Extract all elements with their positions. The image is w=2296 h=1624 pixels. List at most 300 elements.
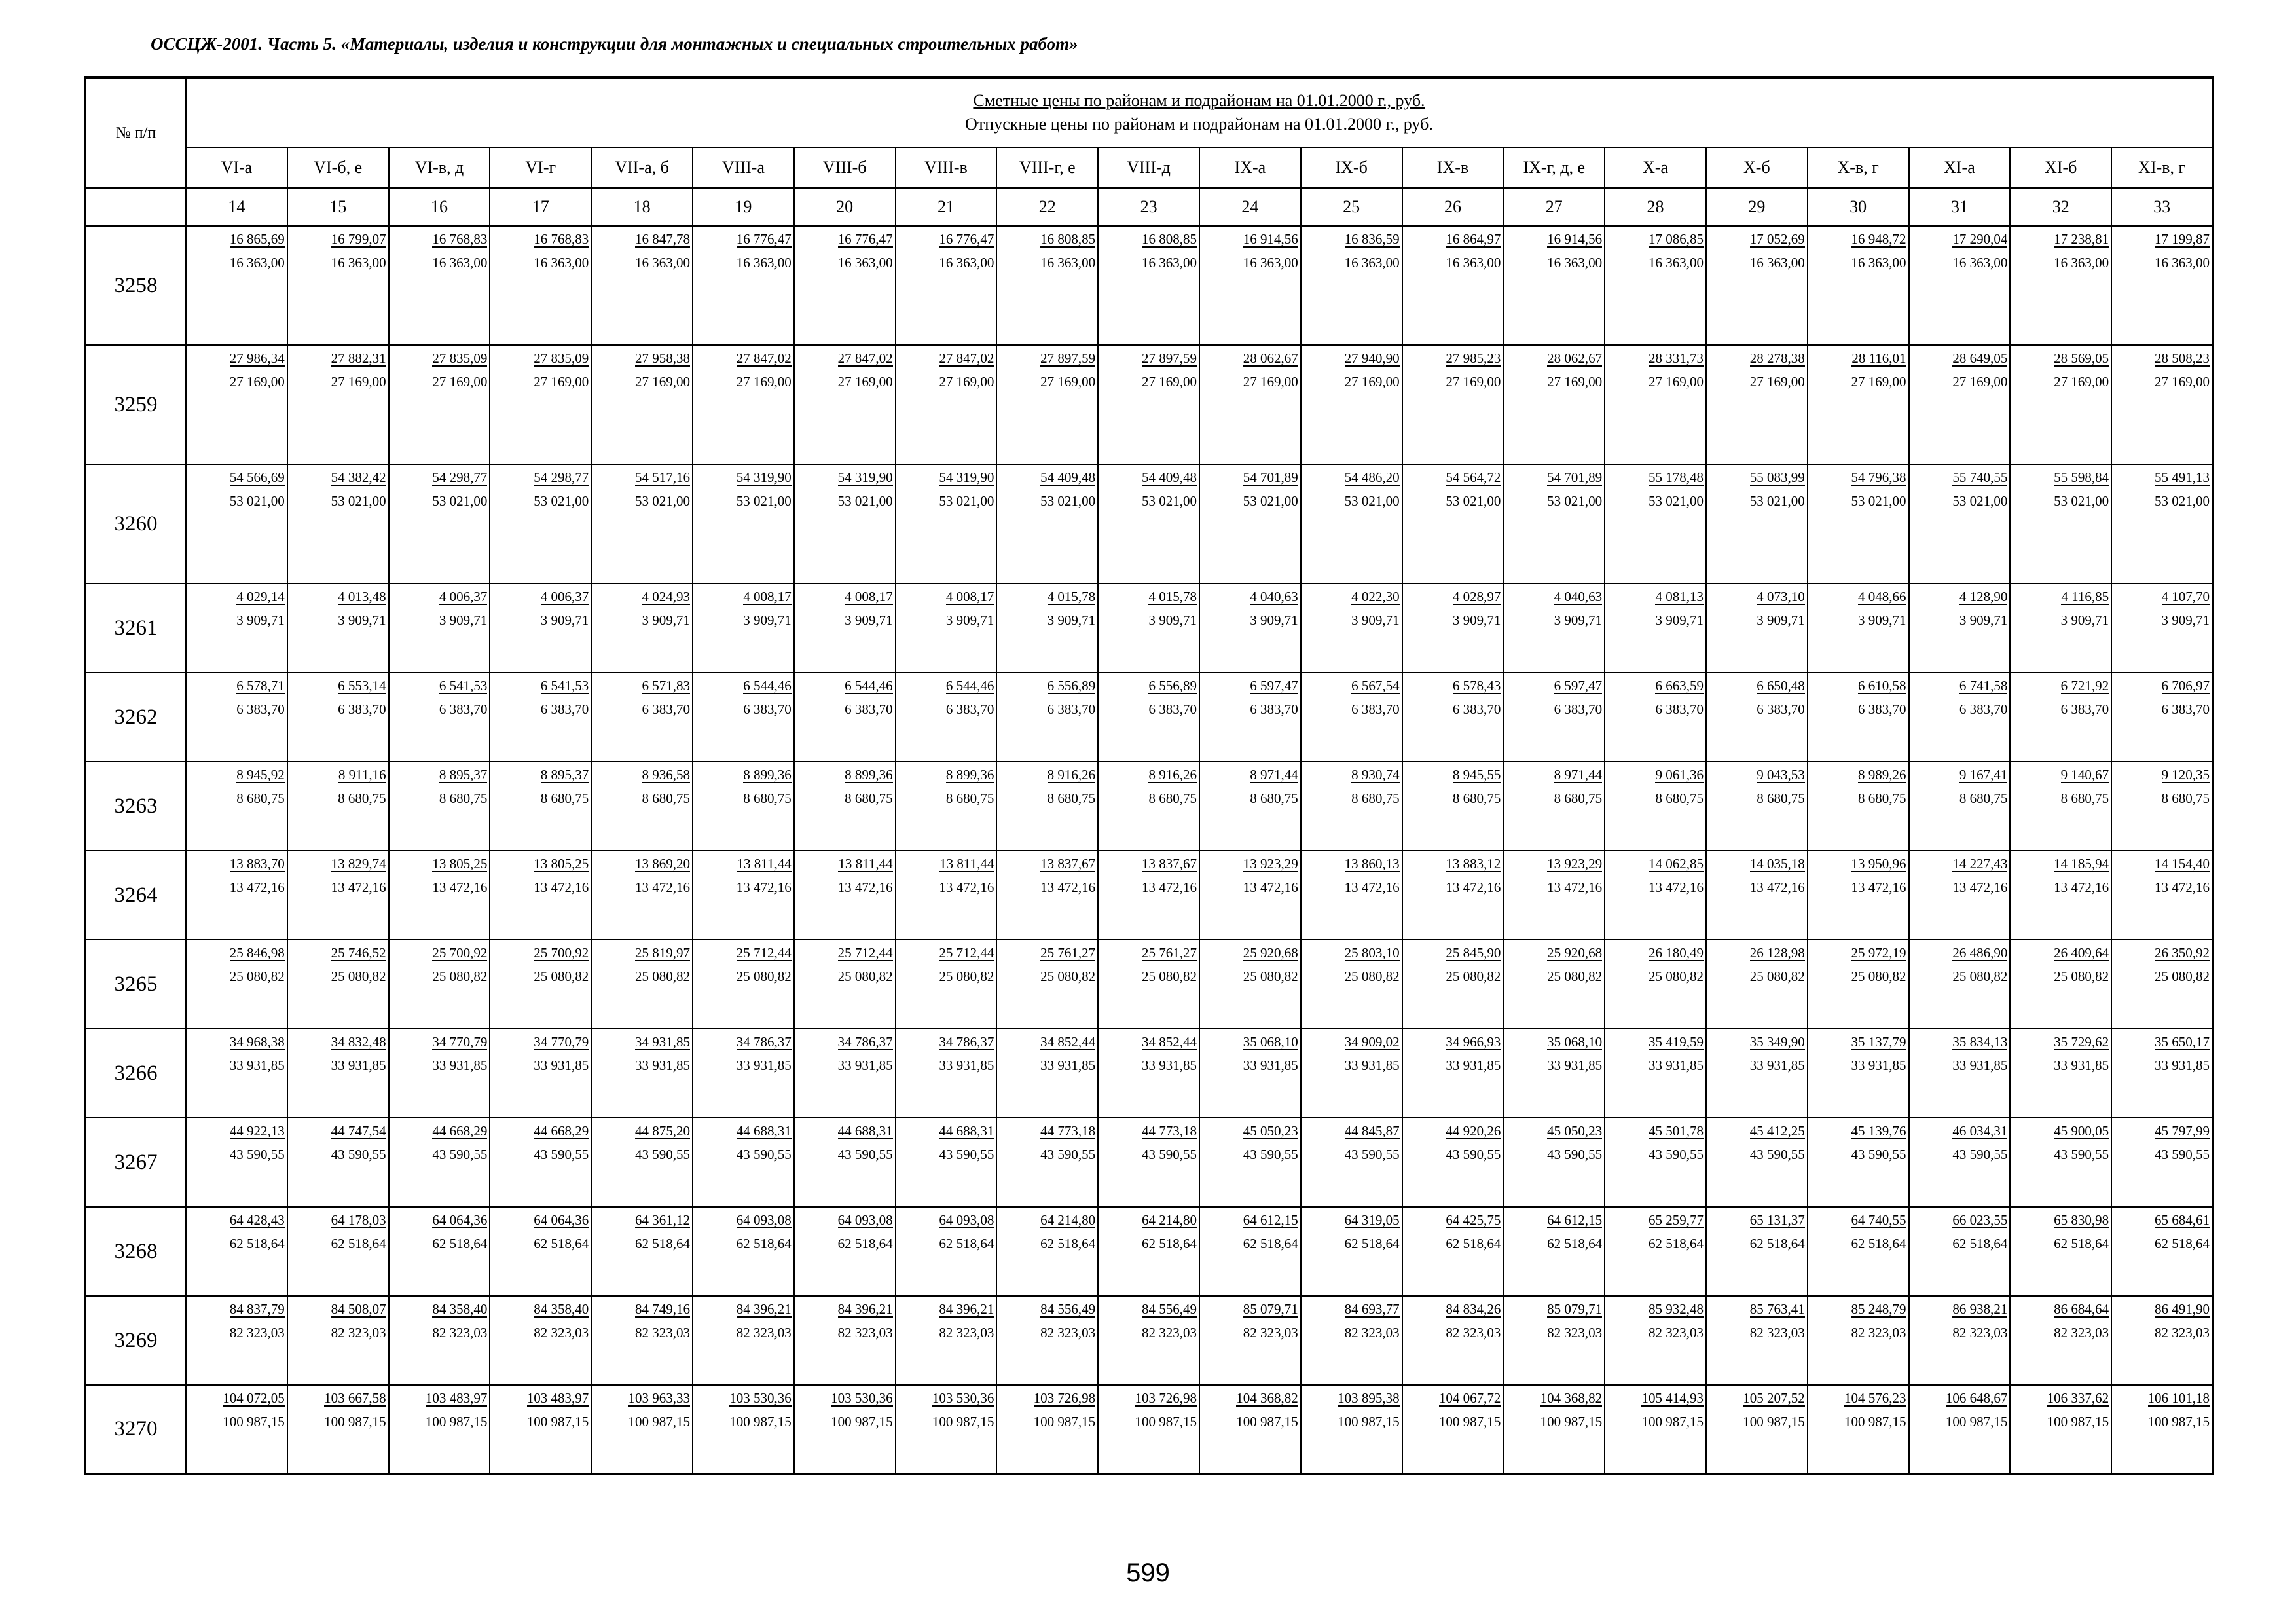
release-price: 27 169,00: [2054, 374, 2109, 390]
estimate-price: 4 073,10: [1757, 589, 1805, 604]
price-cell: [1402, 940, 1504, 1029]
price-cell: [2010, 673, 2111, 762]
release-price: 16 363,00: [1243, 255, 1298, 270]
price-cell: [996, 464, 1098, 583]
release-price: 13 472,16: [1141, 879, 1197, 895]
price-cell: [1503, 1207, 1605, 1296]
price-cell: [2010, 851, 2111, 940]
price-cell: [1098, 851, 1199, 940]
estimate-price: 55 598,84: [2054, 470, 2109, 485]
estimate-price: 16 799,07: [331, 231, 386, 247]
price-cell: [2010, 940, 2111, 1029]
release-price: 6 383,70: [1351, 701, 1400, 717]
release-price: 53 021,00: [2054, 493, 2109, 509]
estimate-price: 84 508,07: [331, 1301, 386, 1317]
price-cell: [1605, 464, 1706, 583]
estimate-price: 103 963,33: [628, 1390, 690, 1406]
price-cell: [996, 1029, 1098, 1118]
price-cell: [1706, 940, 1808, 1029]
price-cell: [389, 1207, 490, 1296]
estimate-price: 103 726,98: [1033, 1390, 1096, 1406]
price-cell: [1808, 583, 1909, 673]
price-cell: [1199, 464, 1301, 583]
estimate-price: 17 052,69: [1749, 231, 1805, 247]
price-cell: [1503, 583, 1605, 673]
column-number: 16: [389, 188, 490, 226]
estimate-price: 44 747,54: [331, 1123, 386, 1139]
release-price: 82 323,03: [1446, 1325, 1501, 1340]
estimate-price: 4 008,17: [845, 589, 893, 604]
estimate-price: 27 986,34: [229, 350, 285, 366]
release-price: 27 169,00: [432, 374, 488, 390]
estimate-price: 27 847,02: [939, 350, 994, 366]
estimate-price: 106 648,67: [1945, 1390, 2008, 1406]
price-cell: [2010, 345, 2111, 464]
estimate-price: 84 834,26: [1446, 1301, 1501, 1317]
release-price: 25 080,82: [1141, 969, 1197, 984]
estimate-price: 35 068,10: [1547, 1034, 1603, 1050]
price-cell: [996, 583, 1098, 673]
estimate-price: 13 811,44: [939, 856, 994, 872]
price-cell: [1301, 940, 1402, 1029]
estimate-price: 44 773,18: [1040, 1123, 1096, 1139]
price-cell: [1503, 1029, 1605, 1118]
price-cell: [287, 1296, 389, 1385]
estimate-price: 13 837,67: [1040, 856, 1096, 872]
release-price: 53 021,00: [1344, 493, 1400, 509]
release-price: 13 472,16: [1040, 879, 1096, 895]
estimate-price: 84 396,21: [939, 1301, 994, 1317]
release-price: 82 323,03: [736, 1325, 792, 1340]
price-cell: [1605, 673, 1706, 762]
estimate-price: 4 116,85: [2061, 589, 2109, 604]
estimate-price: 54 566,69: [229, 470, 285, 485]
price-cell: [1402, 851, 1504, 940]
release-price: 43 590,55: [331, 1147, 386, 1162]
release-price: 53 021,00: [837, 493, 893, 509]
estimate-price: 64 428,43: [229, 1212, 285, 1228]
estimate-price: 6 610,58: [1858, 678, 1906, 693]
estimate-price: 35 650,17: [2155, 1034, 2210, 1050]
column-number: 30: [1808, 188, 1909, 226]
release-price: 3 909,71: [1655, 612, 1704, 628]
price-table: [84, 76, 2214, 1475]
price-cell: [794, 851, 896, 940]
estimate-price: 104 368,82: [1540, 1390, 1603, 1406]
price-cell: [591, 345, 693, 464]
column-header: VIII-г, е: [996, 147, 1098, 188]
estimate-price: 8 916,26: [1047, 767, 1096, 783]
estimate-price: 44 922,13: [229, 1123, 285, 1139]
release-price: 6 383,70: [2060, 701, 2109, 717]
estimate-price: 16 865,69: [229, 231, 285, 247]
release-price: 25 080,82: [1952, 969, 2008, 984]
estimate-price: 4 022,30: [1351, 589, 1400, 604]
price-cell: [996, 851, 1098, 940]
release-price: 25 080,82: [939, 969, 994, 984]
price-cell: [794, 1385, 896, 1474]
release-price: 82 323,03: [1141, 1325, 1197, 1340]
price-cell: [1098, 1296, 1199, 1385]
estimate-price: 4 008,17: [743, 589, 792, 604]
price-cell: [1402, 1385, 1504, 1474]
estimate-price: 54 319,90: [736, 470, 792, 485]
release-price: 16 363,00: [229, 255, 285, 270]
release-price: 53 021,00: [1243, 493, 1298, 509]
release-price: 27 169,00: [1749, 374, 1805, 390]
price-cell: [490, 1029, 591, 1118]
release-price: 27 169,00: [229, 374, 285, 390]
estimate-price: 34 968,38: [229, 1034, 285, 1050]
estimate-price: 84 837,79: [229, 1301, 285, 1317]
release-price: 13 472,16: [837, 879, 893, 895]
estimate-price: 14 185,94: [2054, 856, 2109, 872]
release-price: 16 363,00: [736, 255, 792, 270]
release-price: 33 931,85: [2155, 1058, 2210, 1073]
estimate-price: 17 199,87: [2155, 231, 2210, 247]
release-price: 43 590,55: [229, 1147, 285, 1162]
release-price: 100 987,15: [425, 1414, 488, 1430]
estimate-price: 6 556,89: [1047, 678, 1096, 693]
price-cell: [1199, 851, 1301, 940]
price-cell: [490, 1118, 591, 1207]
release-price: 6 383,70: [945, 701, 994, 717]
estimate-price: 13 883,12: [1446, 856, 1501, 872]
column-header: VIII-б: [794, 147, 896, 188]
column-header: VI-в, д: [389, 147, 490, 188]
estimate-price: 54 701,89: [1547, 470, 1603, 485]
price-cell: [1098, 226, 1199, 345]
table-row: [85, 1296, 2213, 1385]
price-cell: [490, 464, 591, 583]
row-code: 3267: [85, 1118, 186, 1207]
price-cell: [490, 226, 591, 345]
estimate-price: 85 763,41: [1749, 1301, 1805, 1317]
estimate-price: 65 131,37: [1749, 1212, 1805, 1228]
release-price: 3 909,71: [1250, 612, 1298, 628]
price-cell: [1808, 464, 1909, 583]
estimate-price: 84 556,49: [1141, 1301, 1197, 1317]
release-price: 43 590,55: [837, 1147, 893, 1162]
estimate-price: 25 746,52: [331, 945, 386, 961]
estimate-price: 64 178,03: [331, 1212, 386, 1228]
price-cell: [1909, 1207, 2011, 1296]
release-price: 82 323,03: [331, 1325, 386, 1340]
estimate-price: 65 830,98: [2054, 1212, 2109, 1228]
table-row: [85, 1207, 2213, 1296]
release-price: 16 363,00: [2054, 255, 2109, 270]
price-cell: [389, 345, 490, 464]
release-price: 82 323,03: [2054, 1325, 2109, 1340]
row-code: 3259: [85, 345, 186, 464]
price-cell: [186, 583, 287, 673]
release-price: 62 518,64: [229, 1236, 285, 1251]
price-cell: [1909, 1118, 2011, 1207]
release-price: 62 518,64: [1344, 1236, 1400, 1251]
estimate-price: 54 796,38: [1851, 470, 1906, 485]
release-price: 53 021,00: [1446, 493, 1501, 509]
price-cell: [1301, 1296, 1402, 1385]
release-price: 33 931,85: [939, 1058, 994, 1073]
release-price: 62 518,64: [2155, 1236, 2210, 1251]
price-cell: [2010, 762, 2111, 851]
price-cell: [591, 1207, 693, 1296]
price-cell: [1503, 673, 1605, 762]
release-price: 100 987,15: [1743, 1414, 1805, 1430]
price-cell: [1808, 1118, 1909, 1207]
price-cell: [693, 1029, 794, 1118]
release-price: 100 987,15: [1033, 1414, 1096, 1430]
release-price: 25 080,82: [2155, 969, 2210, 984]
release-price: 82 323,03: [837, 1325, 893, 1340]
estimate-price: 84 396,21: [837, 1301, 893, 1317]
release-price: 3 909,71: [2161, 612, 2210, 628]
estimate-price: 103 530,36: [729, 1390, 792, 1406]
estimate-price: 64 093,08: [736, 1212, 792, 1228]
release-price: 43 590,55: [2054, 1147, 2109, 1162]
estimate-price: 4 128,90: [1959, 589, 2008, 604]
estimate-price: 28 062,67: [1243, 350, 1298, 366]
release-price: 100 987,15: [1540, 1414, 1603, 1430]
price-cell: [896, 940, 997, 1029]
column-number: 31: [1909, 188, 2011, 226]
release-price: 13 472,16: [2155, 879, 2210, 895]
price-cell: [1909, 583, 2011, 673]
estimate-price: 104 067,72: [1438, 1390, 1501, 1406]
estimate-price: 25 920,68: [1547, 945, 1603, 961]
estimate-price: 27 958,38: [634, 350, 690, 366]
estimate-price: 17 290,04: [1952, 231, 2008, 247]
release-price: 16 363,00: [1749, 255, 1805, 270]
price-cell: [1402, 226, 1504, 345]
release-price: 27 169,00: [1648, 374, 1704, 390]
release-price: 62 518,64: [736, 1236, 792, 1251]
release-price: 33 931,85: [1749, 1058, 1805, 1073]
release-price: 3 909,71: [1959, 612, 2008, 628]
release-price: 33 931,85: [736, 1058, 792, 1073]
estimate-price: 14 062,85: [1648, 856, 1704, 872]
estimate-price: 104 072,05: [223, 1390, 285, 1406]
price-cell: [693, 1385, 794, 1474]
estimate-price: 85 248,79: [1851, 1301, 1906, 1317]
estimate-price: 16 808,85: [1040, 231, 1096, 247]
release-price: 3 909,71: [338, 612, 386, 628]
estimate-price: 34 832,48: [331, 1034, 386, 1050]
price-cell: [1301, 1207, 1402, 1296]
estimate-price: 13 829,74: [331, 856, 386, 872]
release-price: 3 909,71: [540, 612, 589, 628]
estimate-price: 64 214,80: [1141, 1212, 1197, 1228]
release-price: 100 987,15: [2047, 1414, 2109, 1430]
release-price: 82 323,03: [1040, 1325, 1096, 1340]
release-price: 13 472,16: [2054, 879, 2109, 895]
price-cell: [1605, 1296, 1706, 1385]
estimate-price: 6 721,92: [2060, 678, 2109, 693]
estimate-price: 8 989,26: [1858, 767, 1906, 783]
release-price: 33 931,85: [2054, 1058, 2109, 1073]
estimate-price: 13 923,29: [1547, 856, 1603, 872]
estimate-price: 4 015,78: [1047, 589, 1096, 604]
price-cell: [1605, 1118, 1706, 1207]
estimate-price: 84 749,16: [634, 1301, 690, 1317]
estimate-price: 8 911,16: [338, 767, 386, 783]
price-cell: [1402, 1207, 1504, 1296]
estimate-price: 25 712,44: [736, 945, 792, 961]
price-cell: [1706, 1029, 1808, 1118]
price-cell: [287, 673, 389, 762]
estimate-price: 34 786,37: [736, 1034, 792, 1050]
price-cell: [1706, 226, 1808, 345]
column-header: IX-в: [1402, 147, 1504, 188]
price-cell: [794, 583, 896, 673]
price-cell: [2111, 1029, 2213, 1118]
price-cell: [896, 1029, 997, 1118]
price-cell: [1605, 583, 1706, 673]
release-price: 16 363,00: [1344, 255, 1400, 270]
estimate-price: 86 938,21: [1952, 1301, 2008, 1317]
release-price: 16 363,00: [939, 255, 994, 270]
estimate-price: 64 319,05: [1344, 1212, 1400, 1228]
row-code: 3262: [85, 673, 186, 762]
estimate-price: 4 029,14: [236, 589, 285, 604]
release-price: 16 363,00: [1952, 255, 2008, 270]
estimate-price: 26 180,49: [1648, 945, 1704, 961]
estimate-price: 64 425,75: [1446, 1212, 1501, 1228]
price-cell: [1098, 1029, 1199, 1118]
estimate-price: 64 612,15: [1547, 1212, 1603, 1228]
release-price: 53 021,00: [1141, 493, 1197, 509]
column-header: XI-в, г: [2111, 147, 2213, 188]
estimate-price: 28 508,23: [2155, 350, 2210, 366]
release-price: 33 931,85: [1141, 1058, 1197, 1073]
row-code: 3258: [85, 226, 186, 345]
release-price: 8 680,75: [1148, 790, 1197, 806]
table-row: [85, 345, 2213, 464]
table-row: [85, 940, 2213, 1029]
estimate-price: 8 916,26: [1148, 767, 1197, 783]
price-cell: [2111, 226, 2213, 345]
price-cell: [1098, 762, 1199, 851]
release-price: 43 590,55: [534, 1147, 589, 1162]
release-price: 25 080,82: [1243, 969, 1298, 984]
price-cell: [693, 940, 794, 1029]
price-cell: [490, 583, 591, 673]
release-price: 8 680,75: [2161, 790, 2210, 806]
estimate-price: 6 663,59: [1655, 678, 1704, 693]
estimate-price: 35 419,59: [1648, 1034, 1704, 1050]
release-price: 27 169,00: [1141, 374, 1197, 390]
estimate-price: 16 776,47: [837, 231, 893, 247]
table-row: [85, 673, 2213, 762]
release-price: 62 518,64: [1040, 1236, 1096, 1251]
release-price: 33 931,85: [229, 1058, 285, 1073]
release-price: 6 383,70: [439, 701, 488, 717]
price-cell: [186, 1207, 287, 1296]
estimate-price: 8 899,36: [845, 767, 893, 783]
estimate-price: 8 936,58: [642, 767, 690, 783]
release-price: 6 383,70: [1047, 701, 1096, 717]
table-body: [85, 226, 2213, 1474]
release-price: 3 909,71: [1757, 612, 1805, 628]
release-price: 6 383,70: [1452, 701, 1501, 717]
estimate-price: 16 776,47: [939, 231, 994, 247]
release-price: 33 931,85: [432, 1058, 488, 1073]
release-price: 100 987,15: [324, 1414, 386, 1430]
release-price: 27 169,00: [1547, 374, 1603, 390]
release-price: 6 383,70: [1757, 701, 1805, 717]
price-cell: [794, 1118, 896, 1207]
estimate-price: 103 895,38: [1338, 1390, 1400, 1406]
release-price: 43 590,55: [1547, 1147, 1603, 1162]
row-code: 3265: [85, 940, 186, 1029]
release-price: 53 021,00: [1547, 493, 1603, 509]
estimate-price: 34 770,79: [432, 1034, 488, 1050]
release-price: 53 021,00: [2155, 493, 2210, 509]
column-number: 17: [490, 188, 591, 226]
estimate-price: 6 553,14: [338, 678, 386, 693]
row-code: 3261: [85, 583, 186, 673]
price-cell: [1199, 1385, 1301, 1474]
column-number: 18: [591, 188, 693, 226]
estimate-price: 8 899,36: [743, 767, 792, 783]
price-cell: [287, 1385, 389, 1474]
column-number: 21: [896, 188, 997, 226]
price-cell: [1909, 851, 2011, 940]
price-cell: [1098, 673, 1199, 762]
estimate-price: 26 350,92: [2155, 945, 2210, 961]
estimate-price: 55 178,48: [1648, 470, 1704, 485]
price-cell: [1503, 1296, 1605, 1385]
estimate-price: 4 028,97: [1452, 589, 1501, 604]
release-price: 100 987,15: [1135, 1414, 1197, 1430]
price-cell: [896, 583, 997, 673]
release-price: 3 909,71: [642, 612, 690, 628]
price-cell: [1301, 673, 1402, 762]
estimate-price: 25 700,92: [534, 945, 589, 961]
price-cell: [1402, 1118, 1504, 1207]
release-price: 100 987,15: [223, 1414, 285, 1430]
release-price: 53 021,00: [1851, 493, 1906, 509]
price-cell: [1706, 673, 1808, 762]
price-cell: [996, 762, 1098, 851]
estimate-price: 44 668,29: [432, 1123, 488, 1139]
price-cell: [896, 851, 997, 940]
estimate-price: 34 966,93: [1446, 1034, 1501, 1050]
release-price: 3 909,71: [845, 612, 893, 628]
release-price: 27 169,00: [939, 374, 994, 390]
release-price: 25 080,82: [1344, 969, 1400, 984]
price-cell: [2111, 673, 2213, 762]
release-price: 6 383,70: [2161, 701, 2210, 717]
price-cell: [1909, 345, 2011, 464]
column-number-row: [85, 188, 2213, 226]
release-price: 6 383,70: [236, 701, 285, 717]
price-cell: [287, 762, 389, 851]
row-code: 3268: [85, 1207, 186, 1296]
release-price: 53 021,00: [1648, 493, 1704, 509]
estimate-price: 103 530,36: [831, 1390, 893, 1406]
estimate-price: 44 688,31: [837, 1123, 893, 1139]
release-price: 62 518,64: [331, 1236, 386, 1251]
price-cell: [1402, 673, 1504, 762]
estimate-price: 54 319,90: [837, 470, 893, 485]
price-cell: [794, 1296, 896, 1385]
price-cell: [490, 851, 591, 940]
price-cell: [996, 673, 1098, 762]
estimate-price: 35 729,62: [2054, 1034, 2109, 1050]
estimate-price: 54 564,72: [1446, 470, 1501, 485]
estimate-price: 55 491,13: [2155, 470, 2210, 485]
